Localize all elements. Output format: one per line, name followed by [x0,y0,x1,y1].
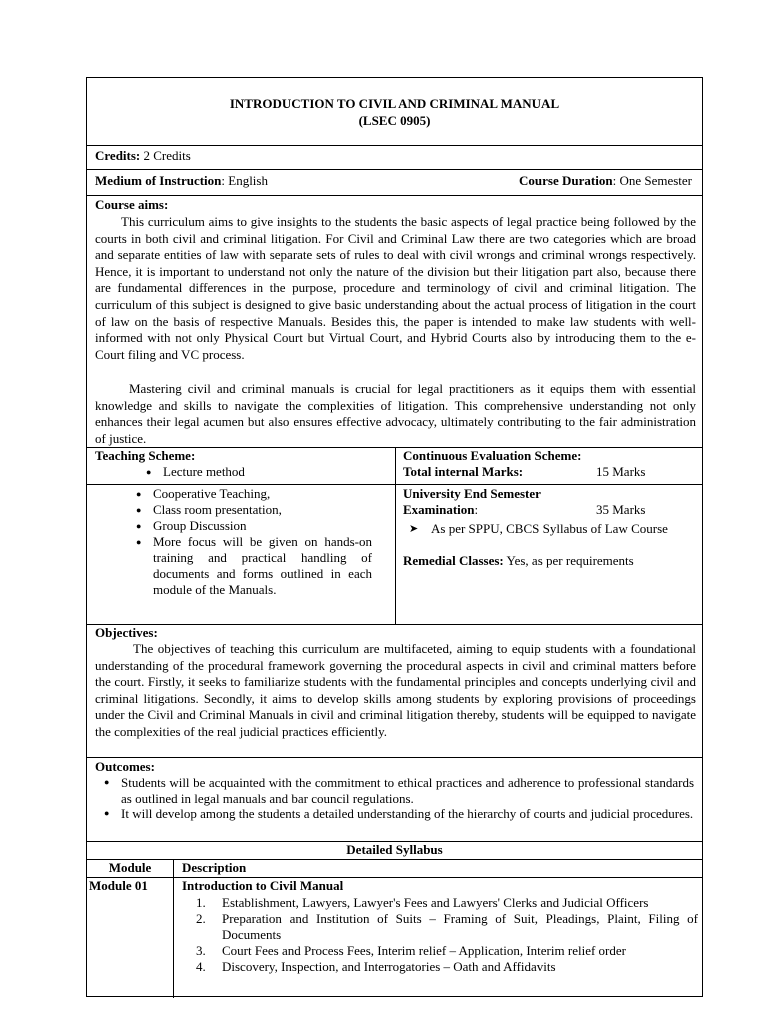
syllabus-topic [182,943,698,959]
topic-number: 1. [196,895,206,910]
module-column-header: Module [108,860,152,875]
remedial-value: Yes, as per requirements [503,553,634,568]
syllabus-document [86,77,703,997]
description-column-header: Description [182,860,247,875]
module-01-title: Introduction to Civil Manual [182,878,344,893]
outcomes-list [95,775,694,822]
internal-marks-label-text: Total internal Marks: [403,464,524,479]
medium-value: : English [221,173,268,188]
teaching-list-item: ● Group Discussion [127,518,372,534]
outcomes-heading: Outcomes: [95,759,155,774]
course-aims-text-1: This curriculum aims to give insights to the students the basic aspects of legal practice being followed by the courts in both civil and criminal litigation. For Civil and Criminal Law there are two categories which are broad and separate entities of law with separate sets of rules to deal with civil wrongs and criminal wrongs respectively. Hence, it is important to understand not only the nature of the division but their litigation part also, because there are fundamental differences in the purpose, procedure and terminology of civil and criminal litigation. The curriculum of this subject is designed to give basic understanding about the actual process of litigation in the court of law on the basis of respective Manuals. Besides this, the paper is intended to make law students with well-informed with not only Physical Court but Virtual Court, and Hybrid Courts also by introducing them to the e-Court filing and VC process. [95,214,696,362]
syllabus-topic [182,895,698,911]
course-code: (LSEC 0905) [358,113,431,128]
course-title [87,95,702,129]
duration-row [519,173,692,189]
examination-colon: : [474,502,479,517]
remedial-row [403,553,634,569]
topic-text: Discovery, Inspection, and Interrogatories – Oath and Affidavits [222,959,556,974]
topic-number: 4. [196,959,206,974]
evaluation-heading: Continuous Evaluation Scheme: [403,448,582,463]
credits-value: 2 Credits [140,148,191,163]
duration-label: Course Duration [519,173,613,188]
column-divider [395,447,396,624]
end-semester-label: University End Semester [403,486,541,501]
syllabus-note-text: As per SPPU, CBCS Syllabus of Law Course [431,521,668,536]
credits-row [95,148,191,164]
topic-number: 2. [196,911,206,926]
module-01-topics [182,895,698,975]
teaching-list-item: ● Class room presentation, [127,502,372,518]
topic-text: Establishment, Lawyers, Lawyer's Fees and Lawyers' Clerks and Judicial Officers [222,895,649,910]
outcome-item: ● It will develop among the students a detailed understanding of the hierarchy of courts and judicial procedures. [95,806,694,822]
medium-row [95,173,268,189]
examination-row [403,502,478,518]
course-aims-text-2: Mastering civil and criminal manuals is crucial for legal practitioners as it equips them with essential knowledge and skills to navigate the complexities of litigation. This comprehensive understanding not only enhances their legal acumen but also ensures effective advocacy, ultimately contributing to the fair administration of justice. [95,381,696,446]
column-divider [173,859,174,998]
objectives-paragraph [95,641,696,741]
teaching-list-item: ● More focus will be given on hands-on training and practical handling of documents and forms outlined in each module of the Manuals. [127,534,372,598]
teaching-scheme-heading: Teaching Scheme: [95,448,196,463]
course-aims-paragraph-2 [95,381,696,447]
divider [87,145,702,146]
divider [87,757,702,758]
internal-marks-value: 15 Marks [596,464,646,479]
remedial-label: Remedial Classes: [403,553,504,568]
topic-text: Court Fees and Process Fees, Interim relief – Application, Interim relief order [222,943,626,958]
objectives-text: The objectives of teaching this curriculum are multifaceted, aiming to equip students with a foundational understanding of the procedural framework governing the procedural aspects in civil and criminal matters before the court. Firstly, it seeks to familiarize students with the fundamental principles and concepts underlying civil and criminal litigations. Secondly, it aims to develop skills among students by exploring provisions of proceedings under the Civil and Criminal Manuals in civil and criminal litigation thereby, students will be equipped to navigate the complexities of the real judicial practices efficiently. [95,641,696,739]
internal-marks-label [403,464,523,480]
teaching-list [127,486,372,598]
course-aims-paragraph-1 [95,214,696,363]
syllabus-note [403,521,673,537]
objectives-heading: Objectives: [95,625,158,640]
syllabus-topic [182,959,698,975]
medium-label: Medium of Instruction [95,173,222,188]
teaching-first-item [127,464,387,480]
outcome-item: ● Students will be acquainted with the commitment to ethical practices and adherence to professional standards as outlined in legal manuals and bar council regulations. [95,775,694,806]
divider [87,169,702,170]
course-aims-heading: Course aims: [95,197,169,212]
examination-label: Examination [403,502,475,517]
end-semester-marks: 35 Marks [596,502,646,517]
credits-label: Credits: [95,148,141,163]
divider [87,624,702,625]
arrow-bullet-icon: ➤ [409,522,419,535]
duration-value: : One Semester [612,173,692,188]
teaching-method-item: ● Lecture method [137,464,387,480]
detailed-syllabus-heading: Detailed Syllabus [346,842,443,857]
syllabus-topic [182,911,698,943]
divider [87,195,702,196]
topic-number: 3. [196,943,206,958]
divider [87,859,702,860]
teaching-list-item: ● Cooperative Teaching, [127,486,372,502]
module-01-label: Module 01 [89,878,148,893]
topic-text: Preparation and Institution of Suits – Framing of Suit, Pleadings, Plaint, Filing of Documents [222,911,698,942]
divider [87,877,702,878]
divider [87,484,702,485]
course-title-line1: INTRODUCTION TO CIVIL AND CRIMINAL MANUAL [229,96,560,111]
